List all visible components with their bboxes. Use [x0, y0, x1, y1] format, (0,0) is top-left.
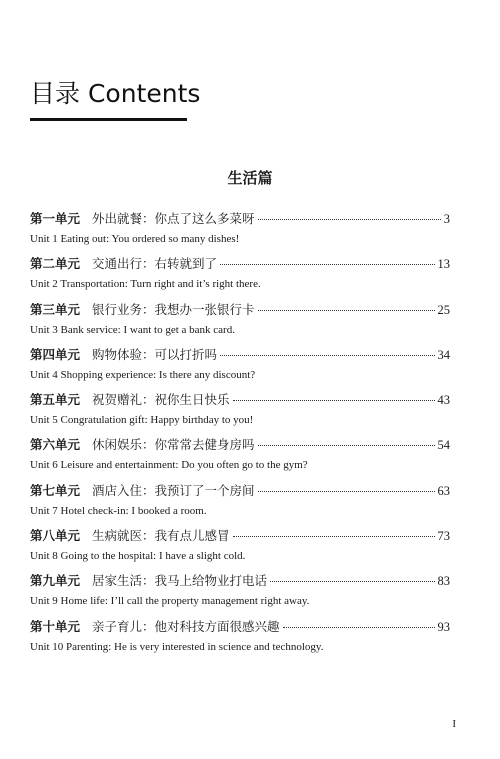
unit-title-en: Unit 7 Hotel check-in: I booked a room.	[30, 504, 207, 517]
toc-entry-unit-4[interactable]	[30, 345, 450, 390]
table-of-contents	[30, 209, 450, 662]
dot-leader	[233, 400, 435, 401]
toc-entry-zh-line	[30, 617, 450, 636]
page-number: 43	[437, 393, 450, 408]
unit-title-en: Unit 5 Congratulation gift: Happy birthday to you!	[30, 414, 254, 427]
unit-number: 第四单元	[30, 346, 81, 362]
toc-entry-zh-line	[30, 526, 450, 545]
toc-entry-unit-5[interactable]	[30, 390, 450, 435]
unit-title-en: Unit 3 Bank service: I want to get a bank card.	[30, 323, 235, 336]
page-title: 目录 Contents	[30, 79, 201, 108]
toc-entry-zh-line	[30, 435, 450, 454]
unit-number: 第六单元	[30, 437, 81, 453]
unit-number: 第一单元	[30, 211, 81, 226]
page-folio: I	[452, 718, 456, 730]
dot-leader	[258, 310, 435, 311]
unit-number: 第五单元	[30, 392, 81, 408]
toc-entry-unit-2[interactable]	[30, 254, 450, 299]
title-underline	[30, 118, 187, 121]
toc-entry-unit-7[interactable]	[30, 481, 450, 526]
unit-title-en: Unit 10 Parenting: He is very interested in science and technology.	[30, 640, 324, 653]
unit-title-en: Unit 9 Home life: I’ll call the property management right away.	[30, 595, 310, 608]
unit-title-zh: 外出就餐：你点了这么多菜呀	[92, 211, 255, 226]
page-number: 83	[437, 574, 450, 589]
dot-leader	[220, 264, 434, 265]
page-number: 93	[437, 619, 450, 634]
unit-number: 第八单元	[30, 528, 81, 544]
toc-entry-unit-10[interactable]	[30, 617, 450, 662]
unit-title-en: Unit 4 Shopping experience: Is there any discount?	[30, 368, 256, 381]
toc-entry-unit-8[interactable]	[30, 526, 450, 571]
unit-title-en: Unit 6 Leisure and entertainment: Do you often go to the gym?	[30, 459, 308, 472]
toc-entry-zh-line	[30, 209, 450, 228]
page-number: 34	[437, 347, 450, 362]
dot-leader	[270, 581, 434, 582]
unit-title-zh: 居家生活：我马上给物业打电话	[92, 573, 268, 589]
dot-leader	[258, 445, 435, 446]
unit-number: 第九单元	[30, 573, 81, 589]
toc-entry-zh-line	[30, 481, 450, 500]
dot-leader	[258, 219, 441, 220]
section-heading: 生活篇	[227, 169, 273, 187]
toc-entry-zh-line	[30, 571, 450, 590]
toc-entry-unit-6[interactable]	[30, 435, 450, 480]
page-number: 63	[437, 483, 450, 498]
page-number: 13	[437, 257, 450, 272]
unit-title-zh: 祝贺赠礼：祝你生日快乐	[92, 392, 230, 408]
unit-title-zh: 生病就医：我有点儿感冒	[92, 528, 230, 544]
page-number: 73	[437, 529, 450, 544]
toc-entry-zh-line	[30, 345, 450, 364]
unit-title-zh: 购物体验：可以打折吗	[92, 346, 218, 362]
dot-leader	[283, 627, 435, 628]
toc-entry-unit-1[interactable]	[30, 209, 450, 254]
unit-title-zh: 酒店入住：我预订了一个房间	[92, 482, 255, 498]
dot-leader	[220, 355, 434, 356]
page-number: 3	[443, 212, 450, 226]
dot-leader	[258, 491, 435, 492]
unit-title-en: Unit 8 Going to the hospital: I have a slight cold.	[30, 550, 246, 563]
unit-title-zh: 亲子育儿：他对科技方面很感兴趣	[92, 618, 280, 634]
unit-number: 第二单元	[30, 256, 81, 272]
unit-title-zh: 银行业务：我想办一张银行卡	[92, 301, 255, 317]
unit-number: 第十单元	[30, 618, 81, 634]
toc-entry-unit-9[interactable]	[30, 571, 450, 616]
unit-number: 第三单元	[30, 301, 81, 317]
unit-number: 第七单元	[30, 482, 81, 498]
toc-entry-zh-line	[30, 300, 450, 319]
unit-title-en: Unit 1 Eating out: You ordered so many dishes!	[30, 233, 240, 245]
toc-entry-zh-line	[30, 390, 450, 409]
page-number: 25	[437, 302, 450, 317]
page-number: 54	[437, 438, 450, 453]
unit-title-zh: 交通出行：右转就到了	[92, 256, 218, 272]
toc-entry-zh-line	[30, 254, 450, 273]
unit-title-zh: 休闲娱乐：你常常去健身房吗	[92, 437, 255, 453]
dot-leader	[233, 536, 435, 537]
toc-entry-unit-3[interactable]	[30, 300, 450, 345]
unit-title-en: Unit 2 Transportation: Turn right and it’s right there.	[30, 278, 261, 291]
